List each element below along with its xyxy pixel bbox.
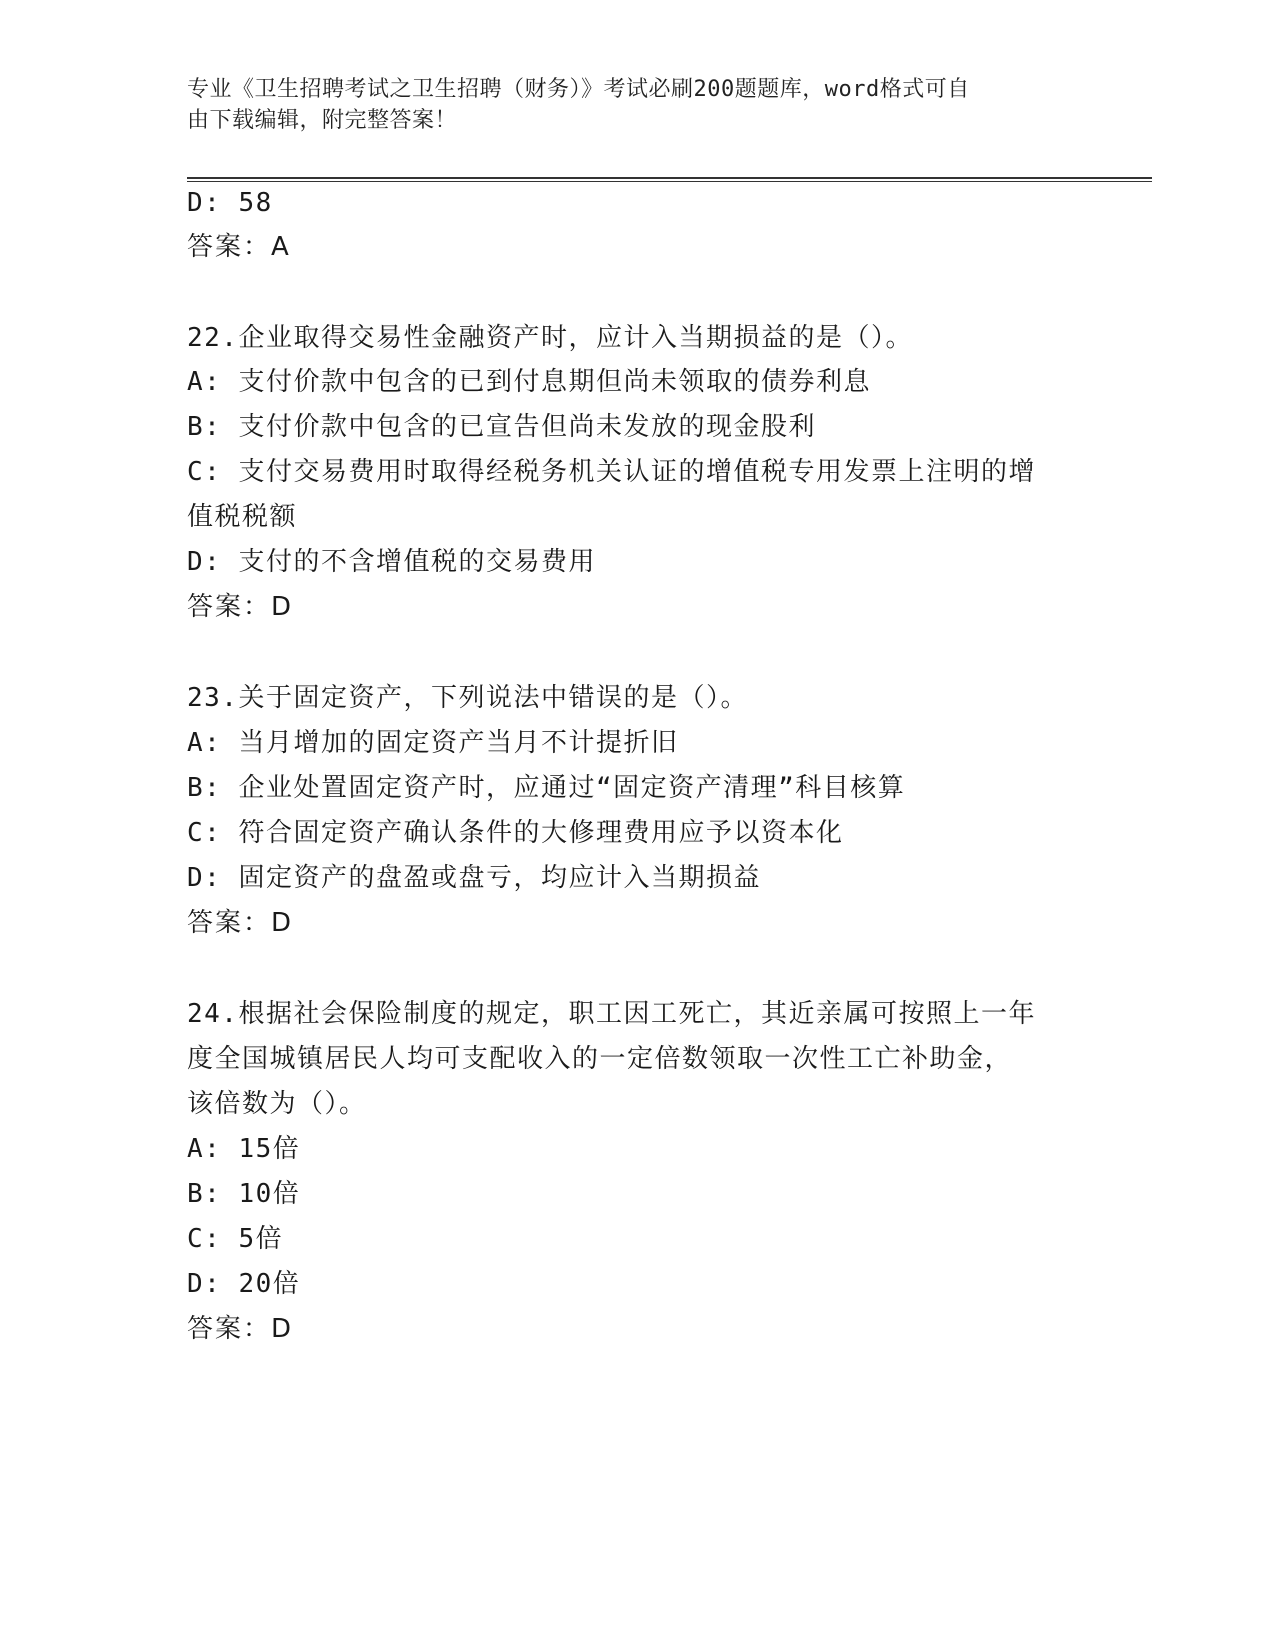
q23-option-c: C: 符合固定资产确认条件的大修理费用应予以资本化 (187, 818, 844, 848)
header-line-1: 专业《卫生招聘考试之卫生招聘（财务）》考试必刷200题题库，word格式可自 (187, 77, 970, 102)
q24-option-c: C: 5倍 (187, 1224, 284, 1254)
q22-option-b: B: 支付价款中包含的已宣告但尚未发放的现金股利 (187, 412, 816, 442)
q23-option-b: B: 企业处置固定资产时，应通过“固定资产清理”科目核算 (187, 773, 906, 803)
q24-option-d: D: 20倍 (187, 1269, 301, 1299)
q22-option-d: D: 支付的不含增值税的交易费用 (187, 547, 596, 577)
prev-option-d: D: 58 (187, 188, 273, 218)
q23-answer: 答案：D (187, 908, 294, 938)
q24-option-b: B: 10倍 (187, 1179, 301, 1209)
header-line-2: 由下载编辑，附完整答案！ (187, 108, 458, 133)
q22-stem: 22.企业取得交易性金融资产时，应计入当期损益的是（）。 (187, 323, 913, 353)
q23-option-d: D: 固定资产的盘盈或盘亏，均应计入当期损益 (187, 863, 761, 893)
q23-option-a: A: 当月增加的固定资产当月不计提折旧 (187, 728, 679, 758)
q24-stem-line-1: 24.根据社会保险制度的规定，职工因工死亡，其近亲属可按照上一年 (187, 999, 1036, 1029)
header-divider-thick (187, 177, 1152, 179)
q24-stem-line-3: 该倍数为（）。 (187, 1089, 367, 1119)
q22-option-c-line-2: 值税税额 (187, 502, 298, 532)
q23-stem: 23.关于固定资产，下列说法中错误的是（）。 (187, 683, 748, 713)
q24-answer: 答案：D (187, 1314, 294, 1344)
q24-option-a: A: 15倍 (187, 1134, 301, 1164)
header-divider-thin (187, 181, 1152, 182)
q22-option-c-line-1: C: 支付交易费用时取得经税务机关认证的增值税专用发票上注明的增 (187, 457, 1036, 487)
prev-answer: 答案：A (187, 232, 291, 262)
document-header (187, 74, 1067, 136)
q22-option-a: A: 支付价款中包含的已到付息期但尚未领取的债券利息 (187, 367, 871, 397)
q22-answer: 答案：D (187, 592, 294, 622)
q24-stem-line-2: 度全国城镇居民人均可支配收入的一定倍数领取一次性工亡补助金， (187, 1044, 1013, 1074)
